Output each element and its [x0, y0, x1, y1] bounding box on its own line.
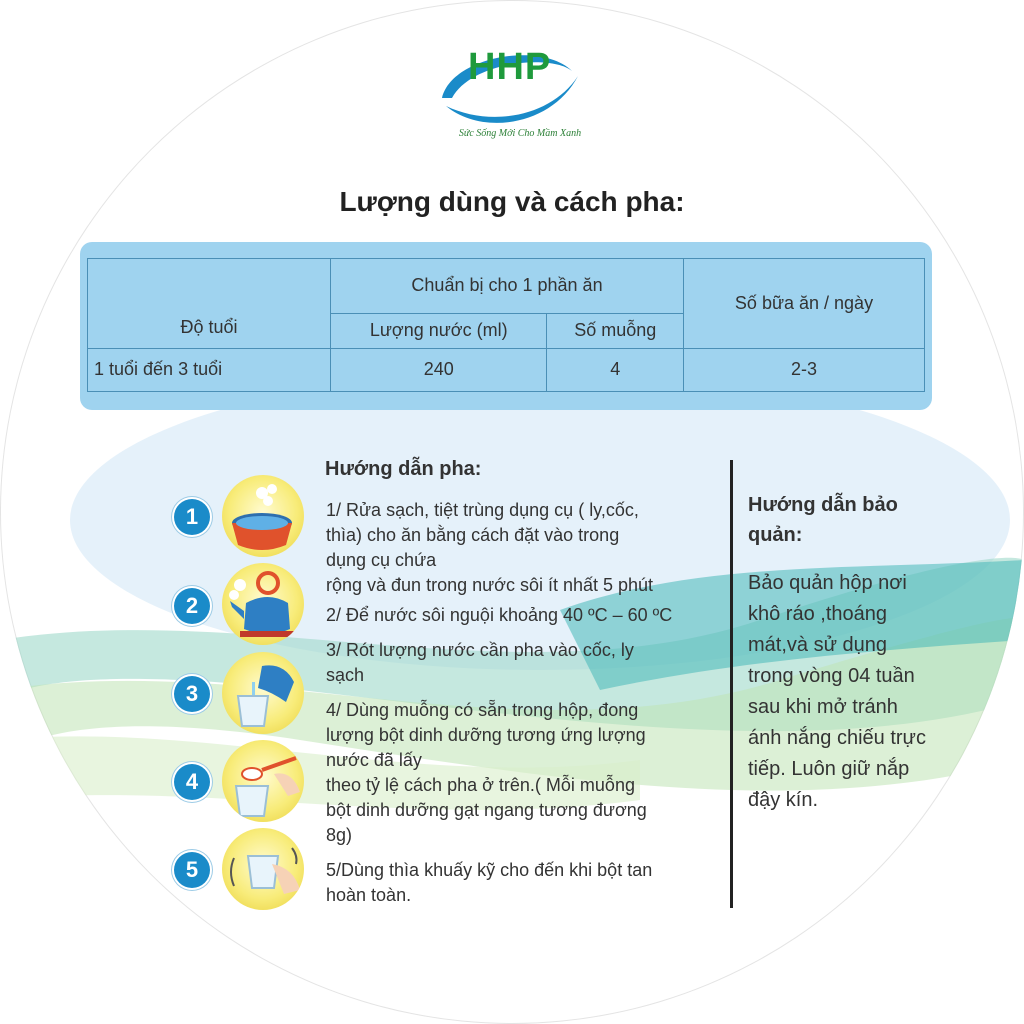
guide-steps — [326, 498, 718, 908]
page-title: Lượng dùng và cách pha: — [339, 186, 685, 217]
guide-line: nước đã lấy — [326, 750, 422, 770]
dosage-table-panel — [80, 242, 932, 410]
step-number-2: 2 — [174, 588, 210, 624]
storage-title: Hướng dẫn bảo quản: — [748, 494, 898, 546]
shake-icon — [222, 828, 304, 910]
spoon-icon — [222, 740, 304, 822]
storage-text: Bảo quản hộp nơi khô ráo ,thoáng mát,và sử dụng trong vòng 04 tuần sau khi mở tránh ánh nắng chiếu trực tiếp. Luôn giữ nắp đậy kín. — [748, 572, 926, 811]
water-header: Lượng nước (ml) — [331, 313, 547, 348]
guide-line: 3/ Rót lượng nước cần pha vào cốc, ly — [326, 640, 634, 660]
step-number-1: 1 — [174, 499, 210, 535]
pot-icon — [222, 475, 304, 557]
age-header: Độ tuổi — [88, 259, 331, 349]
guide-title: Hướng dẫn pha: — [325, 458, 482, 480]
guide-line: 8g) — [326, 825, 353, 845]
meals-cell: 2-3 — [684, 348, 925, 391]
slogan: Sức Sống Mới Cho Mầm Xanh — [458, 128, 582, 139]
guide-line: hoàn toàn. — [326, 885, 412, 905]
guide-line: thìa) cho ăn bằng cách đặt vào trong — [326, 525, 620, 545]
column-divider — [730, 460, 733, 908]
guide-line: 4/ Dùng muỗng có sẵn trong hộp, đong — [326, 700, 639, 720]
step-number-5: 5 — [174, 852, 210, 888]
age-cell: 1 tuổi đến 3 tuổi — [88, 348, 331, 391]
guide-line: 1/ Rửa sạch, tiệt trùng dụng cụ ( ly,cốc, — [326, 500, 639, 520]
kettle-icon — [222, 563, 304, 645]
table-row — [88, 348, 925, 391]
logo-text: HHP — [468, 46, 552, 88]
pour-icon — [222, 652, 304, 734]
guide-line: rộng và đun trong nước sôi ít nhất 5 phút — [326, 575, 654, 595]
step-number-4: 4 — [174, 764, 210, 800]
guide-line: lượng bột dinh dưỡng tương ứng lượng — [326, 725, 646, 745]
guide-line: bột dinh dưỡng gạt ngang tương đương — [326, 800, 647, 820]
prep-header: Chuẩn bị cho 1 phần ăn — [331, 259, 684, 314]
guide-line: dụng cụ chứa — [326, 550, 437, 570]
spoons-cell: 4 — [547, 348, 684, 391]
guide-line: theo tỷ lệ cách pha ở trên.( Mỗi muỗng — [326, 775, 635, 795]
step-number-3: 3 — [174, 676, 210, 712]
meals-header: Số bữa ăn / ngày — [684, 259, 925, 349]
dosage-table — [87, 258, 925, 392]
guide-line: sạch — [326, 665, 365, 685]
spoons-header: Số muỗng — [547, 313, 684, 348]
guide-line: 2/ Để nước sôi nguội khoảng 40 ºC – 60 ºC — [326, 605, 673, 625]
guide-line: 5/Dùng thìa khuấy kỹ cho đến khi bột tan — [326, 860, 653, 880]
water-cell: 240 — [331, 348, 547, 391]
